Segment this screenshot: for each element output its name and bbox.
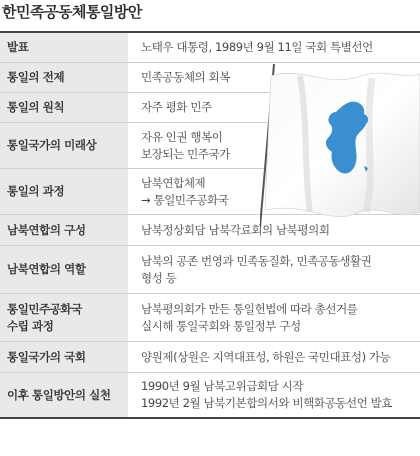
row-label: [0, 246, 128, 293]
row-label: [0, 215, 128, 245]
row-label-line: 통일국가의 국회: [7, 349, 86, 364]
row-value-line: 형성 등: [141, 270, 177, 285]
row-label-line: 통일국가의 미래상: [7, 138, 97, 152]
row-label: [0, 123, 128, 168]
row-label: [0, 169, 128, 214]
row-label-line: 통일의 전제: [7, 70, 65, 84]
table-row: [0, 342, 420, 373]
row-value-line: 남북평의회가 만든 통일헌법에 따라 총선거를: [141, 301, 358, 316]
row-label-line: 남북연합의 역할: [7, 262, 86, 276]
table-row: [0, 93, 420, 123]
row-label: [0, 63, 128, 92]
row-value: [128, 294, 420, 341]
row-value-line: → 통일민주공화국: [141, 192, 229, 207]
row-label: [0, 342, 128, 372]
row-value-line: 자유 인권 행복이: [141, 129, 223, 144]
row-label-line: 수립 과정: [7, 318, 54, 333]
table-row: [0, 373, 420, 419]
row-value-line: 자주 평화 민주: [141, 100, 212, 114]
row-label-line: 통일의 원칙: [7, 100, 65, 114]
row-label: [0, 33, 128, 62]
row-value-line: 양원제(상원은 지역대표성, 하원은 국민대표성) 가능: [141, 349, 391, 364]
row-value-line: 노태우 대통령, 1989년 9월 11일 국회 특별선언: [141, 40, 373, 54]
table-row: [0, 294, 420, 342]
table-row: [0, 169, 420, 215]
row-value-line: 1992년 2월 남북기본합의서와 비핵화공동선언 발효: [141, 396, 393, 410]
row-label-line: 통일의 과정: [7, 184, 65, 198]
row-label-line: 남북연합의 구성: [7, 222, 86, 237]
row-value-line: 민족공동체의 회복: [141, 70, 230, 84]
row-value-line: 남북의 공존 번영과 민족동질화, 민족공동생활권: [141, 253, 372, 268]
row-label-line: 이후 통일방안의 실천: [7, 387, 111, 402]
page-title: 한민족공동체통일방안: [2, 3, 142, 21]
row-value: [128, 169, 420, 214]
row-label: [0, 294, 128, 341]
row-value-line: 남북정상회담 남북각료회의 남북평의회: [141, 222, 330, 237]
table-row: [0, 63, 420, 93]
info-table: [0, 31, 420, 419]
row-value-line: 1990년 9월 남북고위급회담 시작: [141, 379, 304, 393]
table-row: [0, 215, 420, 246]
row-label: [0, 93, 128, 122]
table-row: [0, 246, 420, 294]
row-label: [0, 373, 128, 417]
row-value: [128, 33, 420, 62]
row-value: [128, 342, 420, 372]
row-label-line: 발표: [7, 40, 29, 54]
row-value: [128, 215, 420, 245]
row-value-line: 남북연합체제: [141, 175, 206, 190]
row-value: [128, 373, 420, 417]
row-value: [128, 93, 420, 122]
table-row: [0, 123, 420, 169]
row-value: [128, 246, 420, 293]
row-label-line: 통일민주공화국: [7, 301, 82, 316]
row-value: [128, 123, 420, 168]
row-value: [128, 63, 420, 92]
table-row: [0, 31, 420, 63]
row-value-line: 실시해 통일국회와 통일정부 구성: [141, 318, 301, 333]
row-value-line: 보장되는 민주국가: [141, 146, 230, 161]
